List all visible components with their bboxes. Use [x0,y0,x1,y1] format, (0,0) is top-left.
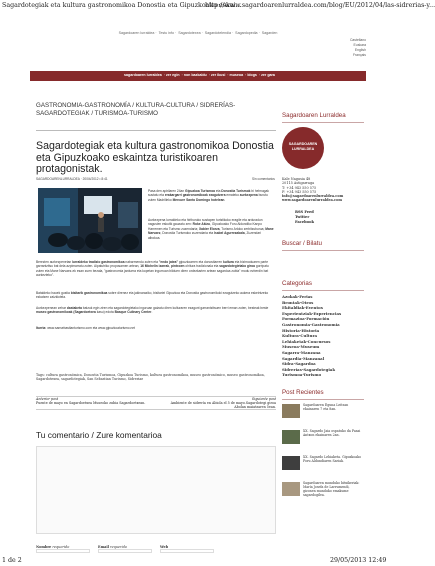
category-item[interactable]: Sidrerías-Sagardotegiak [282,366,336,372]
recent-post-thumbnail [282,482,300,496]
mainnav-item[interactable]: zer egin [165,73,180,77]
category-item[interactable]: Lehiaketak-Concursos [282,338,331,344]
recent-post-title: Sagardoaren munduko bitxikeriak: María Josefa de Larrumendi, gizonen munduko emakume sagardogilea. [303,481,360,497]
prev-post-label: Anterior post [36,397,59,401]
mainnav-item[interactable]: zer ikusi [210,73,226,77]
topnav-item[interactable]: Sagarden [261,31,278,35]
post-paragraph: Bataldeko hauek gustia bisitarik gastronomikoa sobre direnez eta jakinaraziko, bisitariei Gipuzkoa eta Donostia gastronomikoki ezagutzeko aukera eskeintzeko ezkatzen zaizkiotela. [36,291,269,300]
category-item[interactable]: Azokak-Ferias [282,294,313,299]
recent-post-thumbnail [282,430,300,444]
category-item[interactable]: Kultura-Cultura [282,333,318,339]
main-nav: sagardoaren lurraldea · zer egin · non bazkaldu · zer ikusi · museoa · blogs · zer gara [124,73,275,77]
post-paragraph: Aurkezpenean zehar dastaketa batzuk egin ziren eta sagardotegietako inguruan gaizatu diren kulturaren ezagunt garrantzitsuen berri eman zuten, besteak beste museo gastronomikoak (Sagardoetxea kasu) edota Basque Culinary Center. [36,306,269,315]
category-item[interactable]: Brontak-Otros [282,299,314,305]
page [30,28,366,548]
post-paragraph: Berezien aurkezpenetan lurraldeko tradizio gastronomikoa nabarmendu zuten eta "endo jatea" gipuzkoarren eta donostiarren kultura eta bizimoduaren parte garrantzitsu bat dela azpimarratu zuten. Aipatutriko proposamen artean, 16 Michelin izarrak, pintxoen ohitura tradizionala eta sagardotegietako giroa gorripatu zuten eta Mane Narvaez-ek esan zuen bezala, "gastronomia jarduera eta kopetan ingurruan bilduen diren ordezkarien artean sagardoa zubia" modu ezberdin bat aurkezteko". [36,260,269,278]
comments-link[interactable]: Sin comentarios [252,177,275,181]
page-count: 1 de 2 [2,557,22,564]
mainnav-item[interactable]: non bazkaldu [183,73,207,77]
category-item[interactable]: Historia-Historia [282,327,320,333]
social-links [295,210,314,225]
event-photo-image [38,188,142,253]
sidebar-address [282,177,366,203]
name-label: Nombre requerido [36,545,70,549]
divider [282,122,364,123]
divider [282,290,364,291]
email-field[interactable] [98,549,152,553]
print-timestamp: 29/05/2013 12:49 [330,557,387,564]
recent-post-title: Sagardoaren Eguna Leitsan ekainaren 7 eta 8an. [303,403,349,411]
recent-post-title: XX. Sagardo Jaia ospatuko da Pasai Antxon ekainaren 2an. [303,429,361,437]
address-line: F: +34 943 550 575 [282,189,317,194]
browser-title: Sagardotegiak eta kultura gastronomikoa Donostia eta Gipuzkoako eskai... [2,2,242,9]
top-nav: Sagardoaren lurraldea· Testu info· Sagardotexea· Sagardotelendia· Sagardopedia· Sagarden [118,31,278,35]
browser-url[interactable]: http://www.sagardoarenlurraldea.com/blog/EU/2012/04/las-sidrerias-y... [205,2,435,9]
lang-english[interactable]: English [354,48,366,52]
category-item[interactable]: Sidra-Sagardoa [282,361,316,367]
divider [282,250,364,251]
divider [36,130,276,131]
address-line: T: +34 943 550 575 [282,185,317,190]
category-item[interactable]: Gastronomia-Gastronomía [282,321,340,327]
categories-heading: Categorias [282,280,312,287]
recent-posts-heading: Post Recientes [282,389,324,396]
category-item[interactable]: Formazioa-Formación [282,316,330,322]
post-navigation [36,396,276,410]
sidebar-heading: Sagardoaren Lurraldea [282,112,346,119]
next-post-label: Siguiente post [251,397,276,401]
post-paragraph: Iturria: www.sansebastianturismo.com eta www.gipuzkoaturismo.net [36,326,135,330]
rss-feed-link[interactable]: RSS Feed [295,210,314,214]
website-link[interactable]: www.sagardoarenlurraldea.com [282,198,342,203]
mainnav-item[interactable]: sagardoaren lurraldea [124,73,162,77]
post-tags[interactable]: Tags: cultura gastronómica, Donostia Turismoa, Gipuzkoa Turismo, kultura gastronomikoa, museo gastronómico, museo gastronomikoa, Sagardotexea, sagardotegiak, San Sebastian Turismo, Sidreriae [36,373,265,382]
lang-francais[interactable]: Français [352,53,366,57]
divider [282,399,364,400]
mainnav-item[interactable]: blogs [247,73,257,77]
address-line: 20115 Astigarraga [282,181,315,186]
prev-post[interactable] [36,397,151,405]
twitter-link[interactable]: Twitter [295,215,310,219]
post-categories[interactable]: GASTRONOMIA-GASTRONOMÍA / KULTURA-CULTURA / SIDRERÍAS-SAGARDOTEGIAK / TURISMOA-TURISMO [36,102,236,117]
post-paragraph: Aurkezpena lurraldeko eta hiriburuko sustapen turistikoko eragile eta arduradun nagusien eskutik gauzatu zen: Roke Akizu, Gipuzkoako Foru Aldundiko Kanpo Harremen eta Turismo zuzendaria; Xabier Elorza, Turismo Arloko zerbitzuburua; Mane Narvaez, Donostia Turismoko zuzendaria eta Isabel Agurrezabala, Zuzendari albokoa. [148,218,274,240]
topnav-item[interactable]: Testu info [158,31,174,35]
category-item[interactable]: Museoa-Museum [282,344,320,350]
language-selector [350,38,366,58]
topnav-item[interactable]: Sagardotexea [178,31,201,35]
topnav-item[interactable]: Sagardotelendia [204,31,231,35]
address-line: Kale Nagusia 48 [282,177,311,181]
logo-text: SAGARDOAREN LURRALDEA [288,142,318,151]
categories-list [282,294,366,378]
lang-castellano[interactable]: Castellano [349,38,366,42]
category-item[interactable]: Sagardia-Manzanal [282,355,325,361]
name-field[interactable] [36,549,90,553]
email-label: Email requerido [98,545,127,549]
sagardoaren-lurraldea-logo[interactable] [282,127,324,169]
recent-post-thumbnail [282,404,300,418]
web-label: Web [160,545,169,549]
email-link[interactable]: info@sagardoarenlurraldea.com [282,194,344,199]
prev-post-text: Puente de mayo en Sagardoetxea Museoko zubia Sagardoetxean. [36,401,146,406]
comment-form-title: Tu comentario / Zure komentarioa [36,430,162,440]
next-post[interactable] [161,397,276,410]
topnav-item[interactable]: Sagardoaren lurraldea [118,31,155,35]
category-item[interactable]: Turismoa-Turismo [282,372,322,378]
mainnav-item[interactable]: museoa [229,73,244,77]
post-photo [38,188,142,253]
category-item[interactable]: Sagarra-Manzana [282,349,321,355]
search-heading: Buscar / Bilatu [282,240,322,247]
topnav-item[interactable]: Sagardopedia [235,31,258,35]
recent-post-thumbnail [282,456,300,470]
category-item[interactable]: Ekitaldiak-Eventos [282,305,323,311]
mainnav-item[interactable]: zer gara [261,73,275,77]
facebook-link[interactable]: Facebook [295,220,314,224]
recent-post-title: XX. Sagardo Lehiaketa. Gipuzkoako Foru Aldundiaren Sariak. [303,455,362,463]
lang-euskara[interactable]: Euskara [353,43,366,47]
category-item[interactable]: Esperientziak-Experiencias [282,310,342,316]
post-meta: SAGARDOARENLURRALDEA · 20/04/2012 • 8:41 [36,177,108,181]
post-intro: Pasa den apirilaren 24an Gipuzkoa Turismoa eta Donostia Turismok bi helmugak sustatu eta erakargarri gastronomikoak ezagutzera emateko aurkezpena burutu zuten Madrilleko Mercure Santo Domingo hotelean. [148,189,269,202]
web-field[interactable] [160,549,214,553]
post-title: Sagardotegiak eta kultura gastronomikoa Donostia eta Gipuzkoako eskaintza turistikoaren protagonistak. [36,140,274,176]
next-post-text: Ambiente de sidrería en Abiola el 5 de mayo.Sagardotegi giroa Abolan maiatzaren 5ean. [170,401,276,410]
comment-textarea[interactable] [36,446,276,534]
